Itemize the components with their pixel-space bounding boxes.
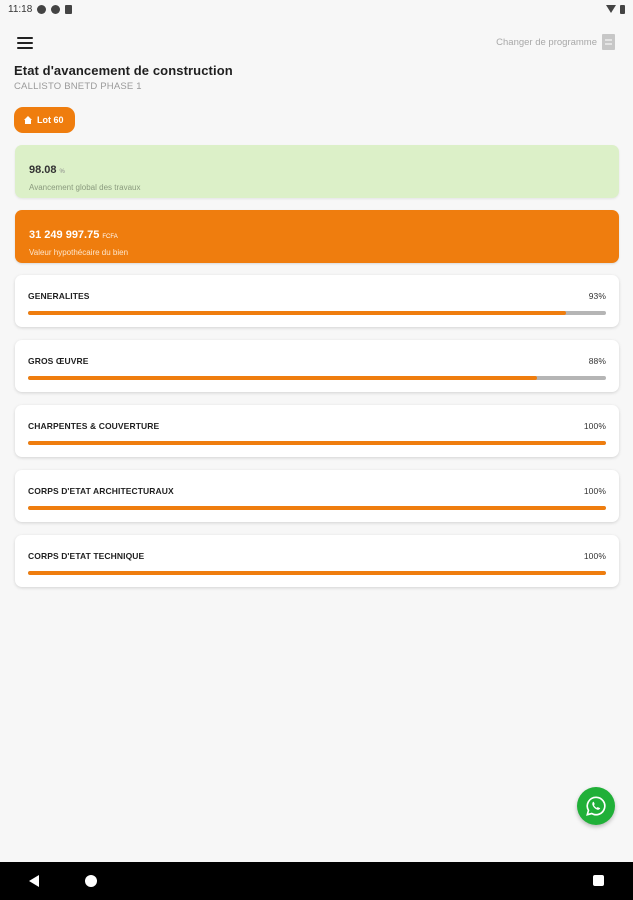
recents-icon[interactable]	[593, 875, 604, 886]
hamburger-menu-icon[interactable]	[17, 37, 33, 49]
progress-fill	[28, 376, 537, 380]
page-title: Etat d'avancement de construction	[14, 63, 233, 78]
category-card[interactable]	[15, 405, 619, 457]
progress-bar	[28, 376, 606, 380]
battery-icon	[620, 5, 625, 14]
back-icon[interactable]	[29, 875, 39, 887]
category-name: GENERALITES	[28, 291, 90, 301]
whatsapp-icon	[585, 795, 607, 817]
vpn-icon	[37, 5, 46, 14]
category-card[interactable]	[15, 340, 619, 392]
category-name: CORPS D'ETAT ARCHITECTURAUX	[28, 486, 174, 496]
wifi-icon	[606, 5, 616, 13]
category-percent: 93%	[588, 291, 606, 301]
progress-bar	[28, 441, 606, 445]
global-progress-value: 98.08	[29, 164, 57, 176]
global-progress-caption: Avancement global des travaux	[29, 183, 141, 192]
sync-icon	[51, 5, 60, 14]
global-progress-unit: %	[59, 169, 65, 175]
home-nav-icon[interactable]	[85, 875, 97, 887]
change-program-label: Changer de programme	[496, 36, 597, 48]
mortgage-value-card	[15, 210, 619, 263]
building-icon	[602, 34, 615, 50]
category-name: GROS ŒUVRE	[28, 356, 89, 366]
category-name: CHARPENTES & COUVERTURE	[28, 421, 160, 431]
mortgage-currency: FCFA	[102, 234, 118, 240]
mortgage-value: 31 249 997.75	[29, 229, 100, 241]
progress-fill	[28, 441, 606, 445]
progress-fill	[28, 311, 566, 315]
progress-fill	[28, 506, 606, 510]
top-app-bar	[0, 30, 633, 56]
category-percent: 100%	[583, 551, 606, 561]
home-icon	[24, 116, 32, 124]
status-bar	[0, 0, 633, 18]
category-percent: 100%	[583, 486, 606, 496]
lot-chip[interactable]	[14, 107, 75, 133]
whatsapp-button[interactable]	[577, 787, 615, 825]
category-name: CORPS D'ETAT TECHNIQUE	[28, 551, 145, 561]
progress-bar	[28, 571, 606, 575]
system-navigation-bar	[0, 862, 633, 900]
mortgage-caption: Valeur hypothécaire du bien	[29, 248, 129, 257]
progress-bar	[28, 311, 606, 315]
category-percent: 88%	[588, 356, 606, 366]
status-time: 11:18	[8, 3, 33, 15]
program-subtitle: CALLISTO BNETD PHASE 1	[14, 81, 142, 92]
change-program-button[interactable]	[496, 34, 615, 50]
progress-fill	[28, 571, 606, 575]
global-progress-card	[15, 145, 619, 198]
category-card[interactable]	[15, 275, 619, 327]
progress-bar	[28, 506, 606, 510]
category-card[interactable]	[15, 470, 619, 522]
category-card[interactable]	[15, 535, 619, 587]
category-percent: 100%	[583, 421, 606, 431]
lot-label: Lot 60	[37, 115, 64, 125]
sim-icon	[65, 5, 72, 14]
